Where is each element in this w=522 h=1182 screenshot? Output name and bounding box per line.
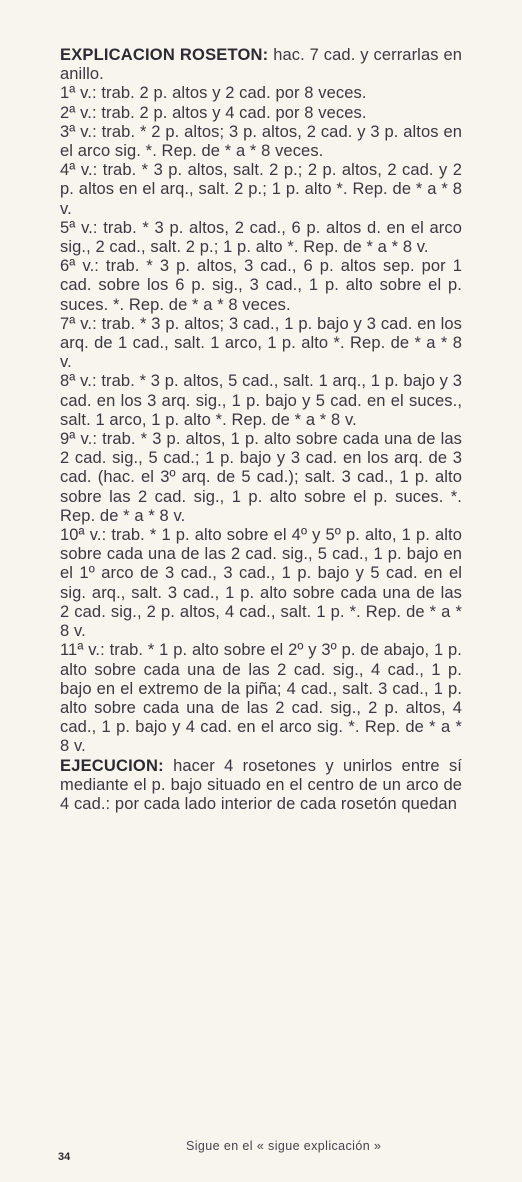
- paragraph-round-3: 3ª v.: trab. * 2 p. altos; 3 p. altos, 2 cad. y 3 p. altos en el arco sig. *. Rep. de * a * 8 veces.: [60, 122, 462, 161]
- paragraph-roseton-intro: [60, 46, 462, 84]
- paragraph-text: hacer 4 rosetones y unirlos entre sí mediante el p. bajo situado en el centro de un arco de 4 cad.: por cada lado interior de cada rosetón quedan: [60, 756, 462, 813]
- page-number: 34: [58, 1151, 71, 1163]
- section-heading-ejecucion: EJECUCION:: [60, 756, 164, 775]
- paragraph-round-4: 4ª v.: trab. * 3 p. altos, salt. 2 p.; 2 p. altos, 2 cad. y 2 p. altos en el arq., salt. 2 p.; 1 p. alto *. Rep. de * a * 8 v.: [60, 161, 462, 218]
- paragraph-round-5: 5ª v.: trab. * 3 p. altos, 2 cad., 6 p. altos d. en el arco sig., 2 cad., salt. 2 p.; 1 p. alto *. Rep. de * a * 8 v.: [60, 218, 462, 257]
- paragraph-text: hac. 7 cad. y cerrarlas en anillo.: [60, 46, 462, 84]
- paragraph-round-2: 2ª v.: trab. 2 p. altos y 4 cad. por 8 veces.: [60, 103, 367, 122]
- paragraph-ejecucion: [60, 757, 462, 815]
- paragraph-round-9: 9ª v.: trab. * 3 p. altos, 1 p. alto sobre cada una de las 2 cad. sig., 5 cad.; 1 p. bajo y 3 cad. en los arq. de 3 cad. (hac. el 3º arq. de 5 cad.); salt. 3 cad., 1 p. alto sobre las 2 cad. sig., 1 p. alto sobre el p. suces. *. Rep. de * a * 8 v.: [60, 430, 462, 525]
- paragraph-round-7: 7ª v.: trab. * 3 p. altos; 3 cad., 1 p. bajo y 3 cad. en los arq. de 1 cad., salt. 1 arco, 1 p. alto *. Rep. de * a * 8 v.: [60, 314, 462, 372]
- continuation-note: Sigue en el « sigue explicación »: [186, 1139, 382, 1153]
- paragraph-round-10: 10ª v.: trab. * 1 p. alto sobre el 4º y 5º p. alto, 1 p. alto sobre cada una de las 2 cad. sig., 5 cad., 1 p. bajo en el 1º arco de 3 cad., 3 cad., 1 p. bajo y 5 cad. en el sig. arq., salt. 3 cad., 1 p. alto sobre cada una de las 2 cad. sig., 2 p. altos, 4 cad., salt. 1 p. *. Rep. de * a * 8 v.: [60, 526, 462, 641]
- paragraph-round-1: 1ª v.: trab. 2 p. altos y 2 cad. por 8 veces.: [60, 84, 367, 103]
- paragraph-round-11: 11ª v.: trab. * 1 p. alto sobre el 2º y 3º p. de abajo, 1 p. alto sobre cada una de las 2 cad. sig., 4 cad., 1 p. bajo en el extremo de la piña; 4 cad., salt. 3 cad., 1 p. alto sobre cada una de las 2 cad. sig., 2 p. altos, 4 cad., 1 p. bajo y 4 cad. en el arco sig. *. Rep. de * a * 8 v.: [60, 641, 462, 756]
- section-heading-roseton: EXPLICACION ROSETON:: [60, 46, 269, 64]
- paragraph-round-8: 8ª v.: trab. * 3 p. altos, 5 cad., salt. 1 arq., 1 p. bajo y 3 cad. en los 3 arq. sig., 1 p. bajo y 5 cad. en el suces., salt. 1 arco, 1 p. alto *. Rep. de * a * 8 v.: [60, 372, 462, 429]
- instructions-column: [60, 46, 462, 814]
- paragraph-round-6: 6ª v.: trab. * 3 p. altos, 3 cad., 6 p. altos sep. por 1 cad. sobre los 6 p. sig., 3 cad., 1 p. alto sobre el p. suces. *. Rep. de * a * 8 veces.: [60, 257, 462, 314]
